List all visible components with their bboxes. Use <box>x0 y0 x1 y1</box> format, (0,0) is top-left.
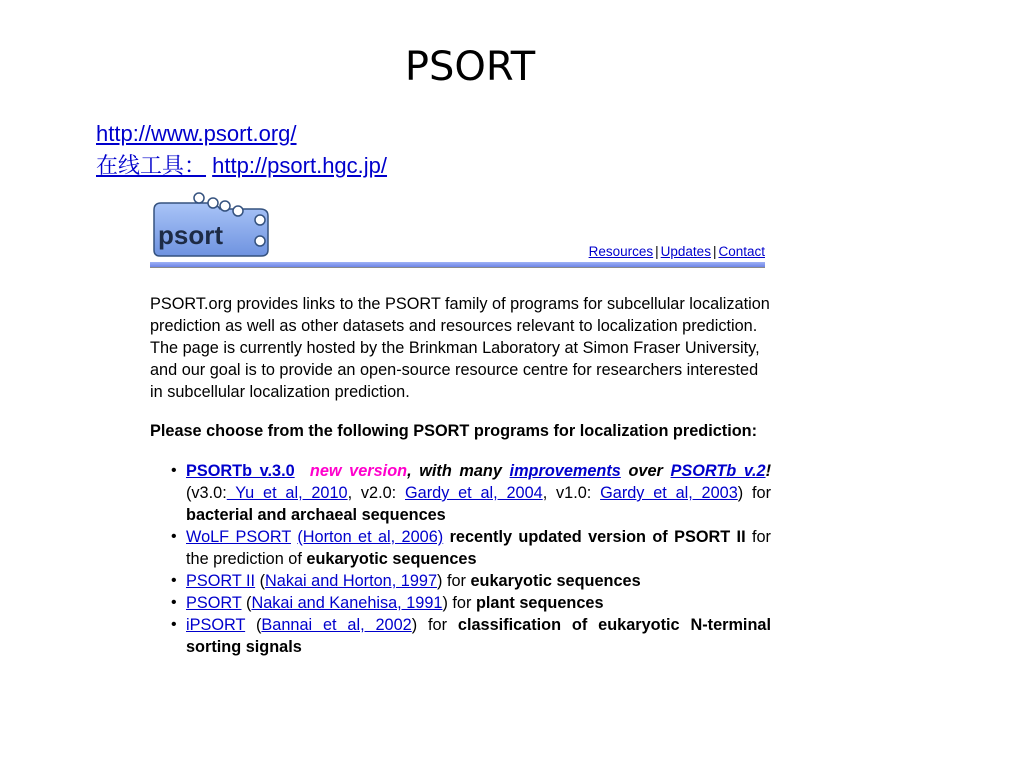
site-nav: Resources | Updates | Contact <box>588 244 765 259</box>
for-text: ) for <box>411 616 458 634</box>
header-divider <box>150 262 765 268</box>
wolf-psort-link[interactable]: WoLF PSORT <box>186 528 291 546</box>
choose-pre: Please choose from the following <box>150 422 414 440</box>
new-version-label: new version <box>309 462 408 480</box>
slide-title: PSORT <box>404 44 536 90</box>
ref-gardy-2003-link[interactable]: Gardy et al, 2003 <box>600 484 738 502</box>
with-many-text: , with many <box>407 462 510 480</box>
for-text: ) for <box>737 484 771 502</box>
ipsort-link[interactable]: iPSORT <box>186 616 246 634</box>
psort-ii-bold: PSORT II <box>674 528 746 546</box>
online-tool-line <box>96 150 387 183</box>
program-item-ipsort: • iPSORT (Bannai et al, 2002) for classification of eukaryotic N-terminal sorting signals <box>186 614 771 658</box>
program-item-psortb <box>186 460 771 526</box>
ref-bannai-2002-link[interactable]: Bannai et al, 2002 <box>261 616 412 634</box>
program-item-psort: • PSORT (Nakai and Kanehisa, 1991) for plant sequences <box>186 592 771 614</box>
site-header <box>148 190 773 268</box>
program-item-psort-ii: • PSORT II (Nakai and Horton, 1997) for eukaryotic sequences <box>186 570 771 592</box>
ref-nakai-horton-1997-link[interactable]: Nakai and Horton, 1997 <box>265 572 438 590</box>
choose-post: programs for localization prediction: <box>469 422 758 440</box>
v10-prefix: , v1.0: <box>542 484 601 502</box>
ref-nakai-kanehisa-1991-link[interactable]: Nakai and Kanehisa, 1991 <box>251 594 443 612</box>
ref-gardy-2004-link[interactable]: Gardy et al, 2004 <box>405 484 543 502</box>
over-text: over <box>620 462 663 480</box>
program-desc: classification of eukaryotic N-terminal sorting signals <box>186 616 771 656</box>
intro-paragraph: PSORT.org provides links to the PSORT family of programs for subcellular localization prediction as well as other datasets and resources relevant to localization prediction. The page is currently hosted by the Brinkman Laboratory at Simon Fraser University, and our goal is to provide an open-source resource centre for researchers interested in subcellular localization prediction. <box>150 295 770 401</box>
for-text: ) for <box>442 594 476 612</box>
online-tool-label: 在线工具： <box>96 154 207 179</box>
psort-website-screenshot <box>148 190 773 658</box>
psort-logo-graphic <box>150 190 272 258</box>
program-mid2-text: for the prediction of <box>186 528 771 568</box>
v20-prefix: , v2.0: <box>347 484 405 502</box>
psortb-v3-link[interactable]: PSORTb v.3.0 <box>186 462 295 480</box>
program-list <box>148 460 771 658</box>
nav-contact-link[interactable]: Contact <box>718 244 765 259</box>
slide-links <box>96 118 387 183</box>
psort-link[interactable]: PSORT <box>186 594 242 612</box>
logo-text: psort <box>158 220 223 250</box>
ref-horton-2006-link[interactable]: (Horton et al, 2006) <box>297 528 444 546</box>
program-item-wolf-psort <box>186 526 771 570</box>
program-desc: plant sequences <box>475 594 604 612</box>
psort-hgc-link[interactable]: http://psort.hgc.jp/ <box>212 153 388 178</box>
psort-ii-link[interactable]: PSORT II <box>186 572 256 590</box>
program-desc: eukaryotic sequences <box>306 550 477 568</box>
excl-text: ! <box>765 462 771 480</box>
nav-resources-link[interactable]: Resources <box>588 244 654 259</box>
ref-yu-2010-link[interactable]: Yu et al, 2010 <box>226 484 348 502</box>
choose-bold: PSORT <box>413 422 470 440</box>
for-text: ) for <box>437 572 471 590</box>
program-mid-text: recently updated version of <box>443 528 675 546</box>
psortb-v2-link[interactable]: PSORTb v.2 <box>670 462 766 480</box>
program-desc: eukaryotic sequences <box>470 572 641 590</box>
v30-prefix: (v3.0: <box>186 484 227 502</box>
choose-heading <box>150 420 770 442</box>
psort-org-link[interactable]: http://www.psort.org/ <box>96 121 297 146</box>
psort-logo <box>150 190 272 263</box>
improvements-link[interactable]: improvements <box>509 462 621 480</box>
program-desc: bacterial and archaeal sequences <box>186 506 446 524</box>
nav-updates-link[interactable]: Updates <box>660 244 711 259</box>
